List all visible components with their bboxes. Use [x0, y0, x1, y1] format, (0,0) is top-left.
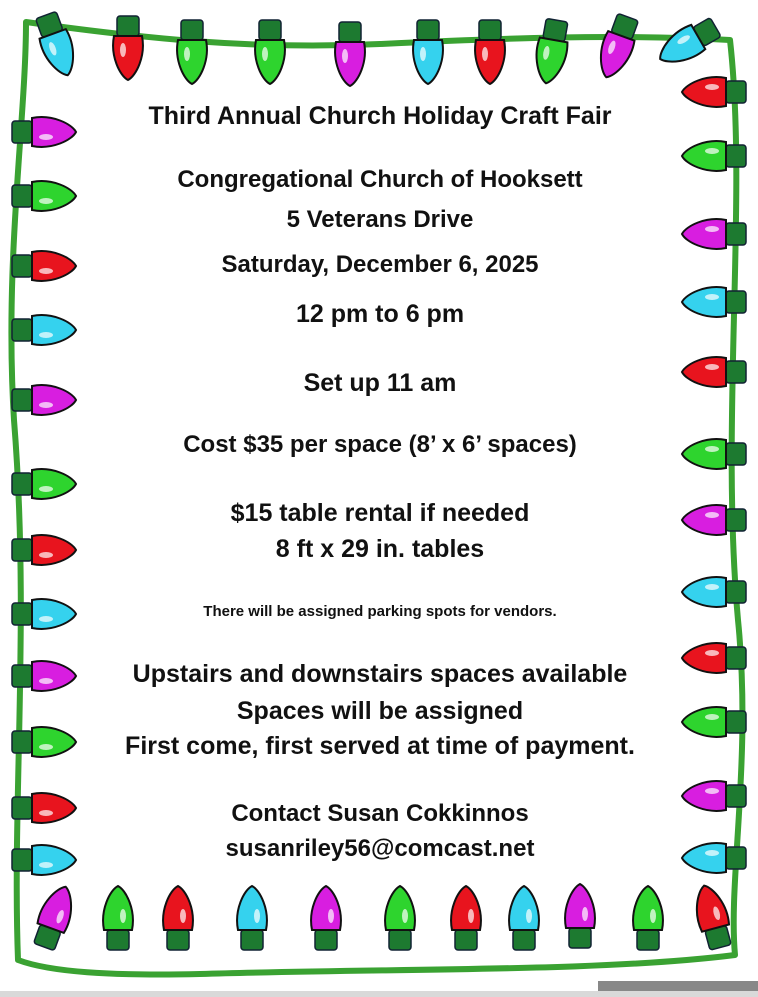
- parking-note: There will be assigned parking spots for vendors.: [203, 603, 557, 620]
- space-cost: Cost $35 per space (8’ x 6’ spaces): [183, 431, 577, 458]
- venue-name: Congregational Church of Hooksett: [177, 166, 583, 193]
- event-date: Saturday, December 6, 2025: [221, 251, 539, 278]
- setup-time: Set up 11 am: [303, 369, 457, 397]
- event-hours: 12 pm to 6 pm: [295, 300, 465, 328]
- page-edge: [0, 991, 758, 997]
- venue-address: 5 Veterans Drive: [286, 206, 474, 233]
- flyer-content: [60, 0, 700, 997]
- contact-name: Contact Susan Cokkinnos: [231, 800, 529, 827]
- table-size: 8 ft x 29 in. tables: [275, 535, 485, 563]
- table-rental: $15 table rental if needed: [230, 499, 530, 527]
- page-edge-shadow: [598, 981, 758, 991]
- flyer-title: Third Annual Church Holiday Craft Fair: [148, 102, 612, 130]
- contact-email: susanriley56@comcast.net: [225, 835, 535, 862]
- first-come-note: First come, first served at time of payment.: [125, 732, 635, 760]
- spaces-available: Upstairs and downstairs spaces available: [132, 660, 628, 688]
- spaces-assigned: Spaces will be assigned: [236, 697, 524, 725]
